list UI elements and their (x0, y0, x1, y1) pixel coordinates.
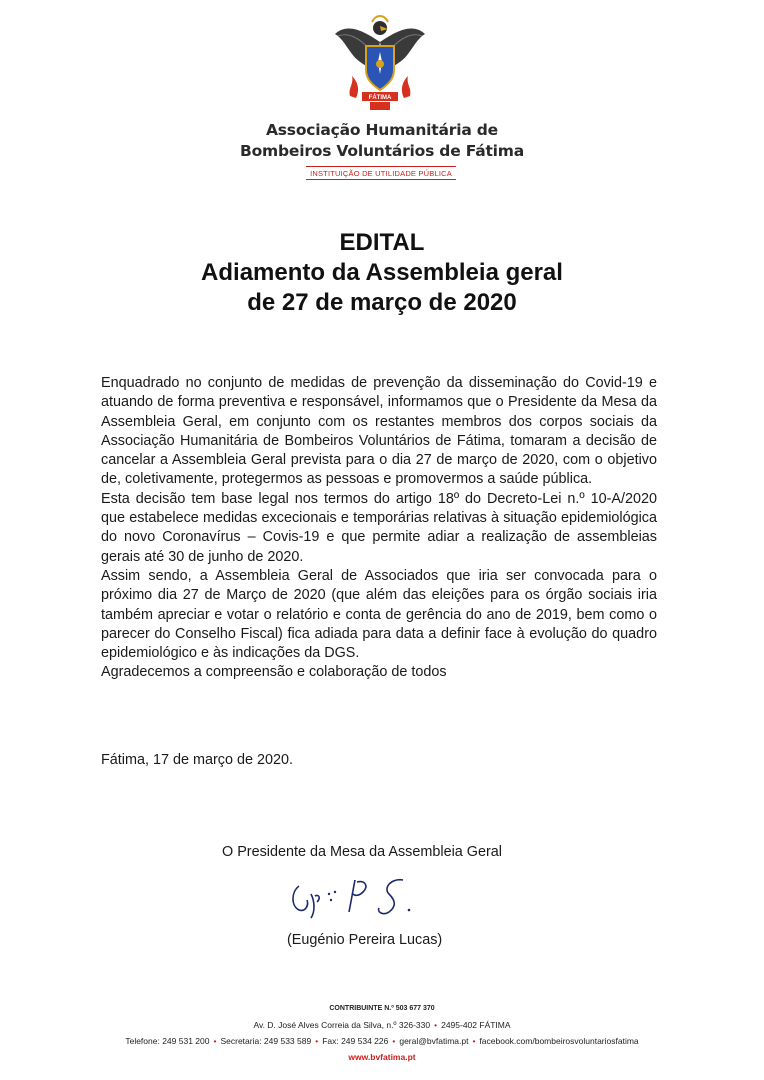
separator-dot-icon: • (392, 1036, 396, 1046)
footer-facebook-link[interactable]: facebook.com/bombeirosvoluntariosfatima (479, 1036, 639, 1046)
body-paragraph: Assim sendo, a Assembleia Geral de Associados que iria ser convocada para o próximo dia 27 de Março de 2020 (que além das eleições para os órgão sociais iria também apreciar e votar o relatório e conta de gerência do ano de 2019, bem como o parecer do Conselho Fiscal) fica adiada para data a definir face à evolução do quadro epidemiológico e às indicações da DGS. (101, 567, 657, 662)
footer-street: Av. D. José Alves Correia da Silva, n.º 326-330 (253, 1020, 431, 1030)
footer-address (0, 1020, 764, 1030)
separator-dot-icon: • (315, 1036, 319, 1046)
footer-postal: 2495-402 FÁTIMA (441, 1020, 511, 1030)
footer-email-link[interactable]: geral@bvfatima.pt (399, 1036, 469, 1046)
separator-dot-icon: • (213, 1036, 217, 1046)
handwritten-signature (285, 872, 445, 922)
body-paragraph: Enquadrado no conjunto de medidas de prevenção da disseminação do Covid-19 e atuando de forma preventiva e responsável, informamos que o Presidente da Mesa da Assembleia Geral, em conjunto com os restantes membros dos corpos sociais da Associação Humanitária de Bombeiros Voluntários de Fátima, tomaram a decisão de cancelar a Assembleia Geral prevista para o dia 27 de março de 2020, com o objetivo de, coletivamente, protegermos as pessoas e promovermos a saúde pública. (101, 375, 657, 488)
footer-contribuinte: CONTRIBUINTE N.º 503 677 370 (329, 1005, 435, 1012)
edital-subtitle-line1: Adiamento da Assembleia geral (201, 259, 563, 286)
document-date: Fátima, 17 de março de 2020. (101, 752, 293, 768)
separator-dot-icon: • (472, 1036, 476, 1046)
edital-subtitle-line2: de 27 de março de 2020 (247, 289, 517, 316)
edital-body (101, 374, 657, 683)
body-paragraph: Agradecemos a compreensão e colaboração de todos (101, 664, 447, 681)
logo-banner-text: FÁTIMA (368, 95, 392, 101)
footer-secretaria: Secretaria: 249 533 589 (220, 1036, 312, 1046)
institution-label: INSTITUIÇÃO DE UTILIDADE PÚBLICA (306, 166, 456, 180)
body-paragraph: Esta decisão tem base legal nos termos do artigo 18º do Decreto-Lei n.º 10-A/2020 que estabelece medidas excecionais e temporárias relativas à situação epidemiológica do novo Coronavírus – Covis-19 e que permite adiar a realização de assembleias gerais até 30 de junho de 2020. (101, 490, 657, 565)
footer-telefone: Telefone: 249 531 200 (125, 1036, 210, 1046)
signer-title: O Presidente da Mesa da Assembleia Geral (222, 844, 502, 860)
organization-name-line1: Associação Humanitária de (265, 121, 498, 139)
signer-name: (Eugénio Pereira Lucas) (287, 932, 443, 948)
organization-name-line2: Bombeiros Voluntários de Fátima (239, 142, 524, 160)
footer-website-link[interactable]: www.bvfatima.pt (348, 1052, 416, 1062)
separator-dot-icon: • (434, 1020, 438, 1030)
edital-title: EDITAL (339, 229, 425, 256)
footer-fax: Fax: 249 534 226 (322, 1036, 389, 1046)
footer-contacts (0, 1036, 764, 1046)
association-logo (330, 12, 430, 112)
